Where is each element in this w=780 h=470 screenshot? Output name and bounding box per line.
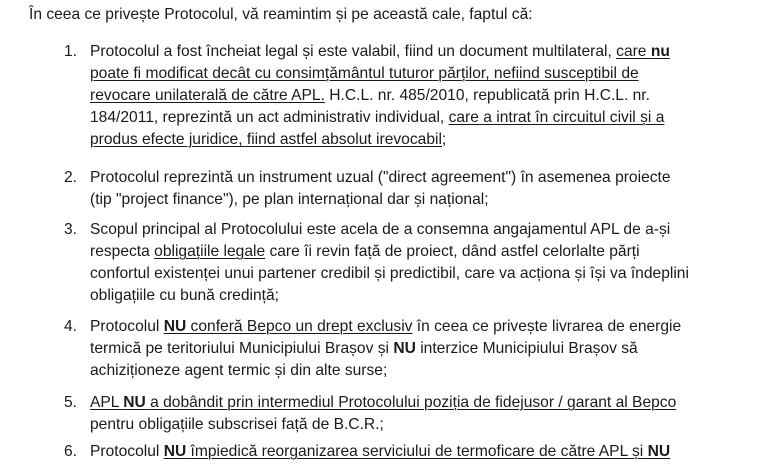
text-line (90, 241, 640, 263)
text-segment: împiedică reorganizarea serviciului de termoficare de către APL și (186, 443, 648, 460)
text-line (90, 219, 670, 241)
text-line (90, 63, 639, 85)
text-segment: Protocolul (90, 443, 164, 460)
text-segment: în ceea ce privește livrarea de energie (412, 318, 682, 335)
text-line (90, 360, 387, 382)
text-line (90, 263, 689, 285)
text-line (90, 316, 681, 338)
text-segment: produs efecte juridice, fiind astfel absolut irevocabil (90, 131, 442, 148)
text-segment: NU (647, 443, 671, 460)
text-segment: APL (90, 394, 124, 411)
text-line (90, 167, 671, 189)
text-segment: Protocolul a fost încheiat legal și este valabil, fiind un document multilateral, (90, 43, 617, 60)
text-segment: interzice Municipiului Brașov să (415, 340, 638, 357)
list-number: 3. (64, 221, 78, 238)
text-segment: obligațiile cu bună credință; (90, 287, 279, 304)
text-segment: poate fi modificat decât cu consimțământul tuturor părților, nefiind susceptibil de (90, 65, 639, 82)
text-line (90, 338, 638, 360)
text-line (90, 414, 384, 436)
text-segment: care îi revin față de proiect, dând astfel celorlalte părți (265, 243, 640, 260)
text-line (90, 129, 446, 151)
text-line (90, 285, 279, 307)
list-number: 1. (64, 43, 78, 60)
list-number: 2. (64, 169, 78, 186)
text-segment: Protocolul (90, 318, 164, 335)
text-line (90, 189, 489, 211)
text-segment: (tip "project finance"), pe plan internațional dar și național; (90, 191, 489, 208)
text-segment: NU (393, 340, 416, 357)
text-segment: care (616, 43, 651, 60)
text-segment: achiziționeze agent termic și din alte surse; (90, 362, 388, 379)
text-segment: Protocolul reprezintă un instrument uzual ("direct agreement") în asemenea proiecte (90, 169, 671, 186)
text-segment: respecta (90, 243, 155, 260)
text-line (90, 392, 676, 414)
text-segment: NU (163, 443, 187, 460)
list-number: 6. (64, 443, 78, 460)
text-segment: 184/2011, reprezintă un act administrativ individual, (90, 109, 449, 126)
text-segment: revocare unilaterală de către APL. (90, 87, 325, 104)
text-line (90, 441, 670, 463)
text-segment: care a intrat în circuitul civil și a (448, 109, 665, 126)
text-segment: ; (441, 131, 447, 148)
text-segment: confortul existenței unui partener credibil și predictibil, care va acționa și își va îndeplini (90, 265, 689, 282)
text-segment: NU (123, 394, 146, 411)
text-segment: Scopul principal al Protocolului este acela de a consemna angajamentul APL de a-și (90, 221, 671, 238)
text-line (90, 41, 670, 63)
text-segment: a dobândit prin intermediul Protocolului poziția de fidejusor / garant al Bepco (145, 394, 677, 411)
text-segment: conferă Bepco un drept exclusiv (186, 318, 413, 335)
list-number: 5. (64, 394, 78, 411)
text-segment: obligațiile legale (154, 243, 266, 260)
text-segment: pentru obligațiile subscrisei față de B.C.R.; (90, 416, 384, 433)
text-segment: termică pe teritoriului Municipiului Brașov și (90, 340, 394, 357)
text-line (90, 85, 650, 107)
intro-paragraph: În ceea ce privește Protocolul, vă reamintim și pe această cale, faptul că: (29, 6, 533, 23)
text-segment: H.C.L. nr. 485/2010, republicată prin H.C.L. nr. (324, 87, 650, 104)
text-segment: NU (163, 318, 187, 335)
text-line (90, 107, 664, 129)
list-number: 4. (64, 318, 78, 335)
text-segment: nu (650, 43, 670, 60)
